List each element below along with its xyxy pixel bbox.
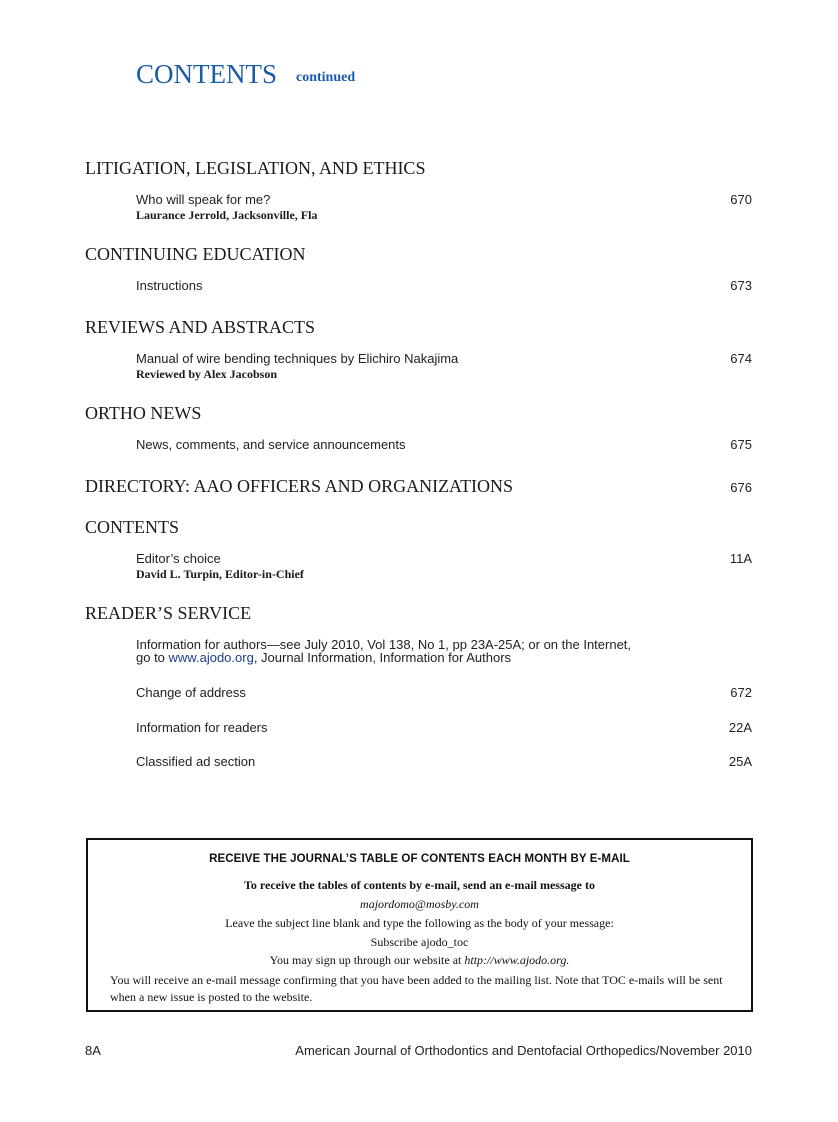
- entry-author: David L. Turpin, Editor-in-Chief: [136, 567, 304, 581]
- entry-title[interactable]: Instructions: [136, 278, 203, 293]
- email-box-command: Subscribe ajodo_toc: [370, 935, 469, 949]
- section-heading-readers-service: READER’S SERVICE: [85, 603, 252, 623]
- email-subscription-box: [86, 838, 753, 1012]
- entry-title[interactable]: Classified ad section: [136, 754, 256, 769]
- authors-info-prefix: go to: [136, 650, 169, 665]
- entry-title[interactable]: Who will speak for me?: [136, 192, 271, 207]
- email-box-instruction: To receive the tables of contents by e-mail, send an e-mail message to: [244, 878, 595, 892]
- authors-info-line1: Information for authors—see July 2010, Vol 138, No 1, pp 23A-25A; or on the Internet,: [136, 637, 632, 652]
- entry-title[interactable]: Manual of wire bending techniques by Elichiro Nakajima: [136, 351, 459, 366]
- page-number: 672: [730, 685, 752, 700]
- page-number: 673: [730, 278, 752, 293]
- page-number: 22A: [728, 720, 752, 735]
- section-heading-reviews: REVIEWS AND ABSTRACTS: [85, 317, 316, 337]
- authors-info-line2: [136, 650, 511, 665]
- email-box-subject-instruction: Leave the subject line blank and type the following as the body of your message:: [225, 916, 614, 930]
- page-number: 25A: [728, 754, 752, 769]
- entry-author: Laurance Jerrold, Jacksonville, Fla: [136, 208, 318, 222]
- page-number: 675: [730, 437, 752, 452]
- page-number: 670: [730, 192, 752, 207]
- page-subtitle: continued: [296, 70, 356, 85]
- section-heading-continuing-education: CONTINUING EDUCATION: [85, 244, 306, 264]
- authors-info-suffix: , Journal Information, Information for Authors: [253, 650, 512, 665]
- website-link[interactable]: http://www.ajodo.org.: [464, 953, 570, 967]
- section-heading-ortho-news: ORTHO NEWS: [85, 403, 202, 423]
- email-box-signup-line: [88, 953, 751, 968]
- email-box-confirmation-paragraph: You will receive an e-mail message confirming that you have been added to the mailing list. Note that TOC e-mails will be sent when a new issue is posted to the website.: [110, 973, 723, 1004]
- entry-title[interactable]: Change of address: [136, 685, 246, 700]
- section-heading-litigation: LITIGATION, LEGISLATION, AND ETHICS: [85, 158, 426, 178]
- page-number: 11A: [729, 551, 752, 566]
- entry-title[interactable]: Information for readers: [136, 720, 268, 735]
- email-box-heading: RECEIVE THE JOURNAL’S TABLE OF CONTENTS EACH MONTH BY E-MAIL: [209, 853, 630, 865]
- page-number: 674: [730, 351, 752, 366]
- footer-journal-title: American Journal of Orthodontics and Dentofacial Orthopedics/November 2010: [295, 1043, 752, 1058]
- entry-author: Reviewed by Alex Jacobson: [136, 367, 277, 381]
- entry-title[interactable]: Editor’s choice: [136, 551, 221, 566]
- page-title: CONTENTS: [136, 59, 277, 89]
- ajodo-website-link[interactable]: www.ajodo.org: [168, 650, 254, 665]
- page-number: 676: [730, 480, 752, 495]
- section-heading-directory[interactable]: DIRECTORY: AAO OFFICERS AND ORGANIZATIONS: [85, 476, 514, 496]
- section-heading-contents: CONTENTS: [85, 517, 179, 537]
- email-address-link[interactable]: majordomo@mosby.com: [360, 897, 479, 911]
- footer-page-number: 8A: [85, 1043, 101, 1058]
- entry-title[interactable]: News, comments, and service announcements: [136, 437, 406, 452]
- signup-prefix: You may sign up through our website at: [269, 953, 465, 967]
